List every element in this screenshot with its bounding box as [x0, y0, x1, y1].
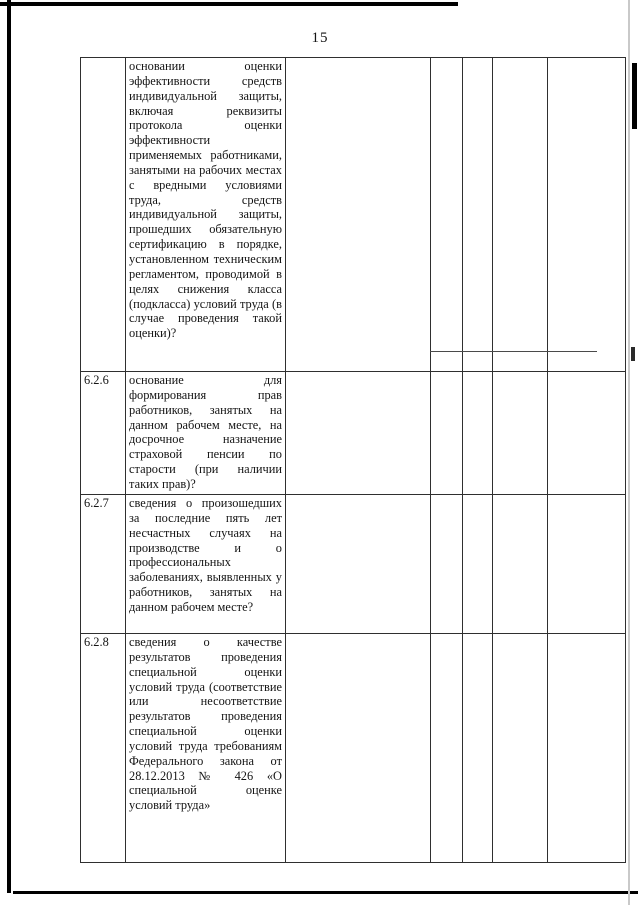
question-text-cell: основание для формирования прав работников, занятых на данном рабочем месте, на досрочное назначение страховой пенсии по старости (при наличии таких прав)? [126, 372, 286, 495]
question-text-cell: сведения о качестве результатов проведения специальной оценки условий труда (соответствие или несоответствие результатов проведения специальной оценки условий труда требованиям Федерального закона от 28.12.2013 № 426 «О специальной оценке условий труда» [126, 634, 286, 863]
empty-cell [286, 634, 431, 863]
scan-artifact-row-tick [430, 351, 597, 352]
scan-artifact-bottom-edge [13, 891, 638, 894]
empty-cell [548, 495, 626, 634]
row-number-cell: 6.2.7 [81, 495, 126, 634]
row-number-cell: 6.2.6 [81, 372, 126, 495]
row-number-cell [81, 58, 126, 372]
table-row [81, 495, 626, 634]
table-row [81, 634, 626, 863]
table-row [81, 58, 626, 372]
scan-artifact-top-edge [0, 2, 458, 6]
page-number: 15 [311, 30, 329, 46]
scan-artifact-right-edge [628, 0, 630, 905]
empty-cell [548, 372, 626, 495]
empty-cell [548, 58, 626, 372]
empty-cell [431, 495, 463, 634]
empty-cell [463, 634, 493, 863]
empty-cell [286, 372, 431, 495]
row-number-cell: 6.2.8 [81, 634, 126, 863]
empty-cell [286, 58, 431, 372]
empty-cell [286, 495, 431, 634]
scan-artifact-right-dash [631, 347, 635, 361]
empty-cell [431, 372, 463, 495]
empty-cell [431, 58, 463, 372]
assessment-questions-table [80, 57, 626, 863]
empty-cell [463, 58, 493, 372]
table-row [81, 372, 626, 495]
empty-cell [493, 58, 548, 372]
question-text-cell: сведения о произошедших за последние пять лет несчастных случаях на производстве и о профессиональных заболеваниях, выявленных у работников, занятых на данном рабочем месте? [126, 495, 286, 634]
question-text-cell: основании оценки эффективности средств индивидуальной защиты, включая реквизиты протокола оценки эффективности применяемых работниками, занятыми на рабочих местах с вредными условиями труда, средств индивидуальной защиты, прошедших обязательную сертификацию в порядке, установленном техническим регламентом, проводимой в целях снижения класса (подкласса) условий труда (в случае проведения такой оценки)? [126, 58, 286, 372]
empty-cell [463, 372, 493, 495]
scan-artifact-right-mark [632, 63, 637, 129]
empty-cell [493, 495, 548, 634]
empty-cell [431, 634, 463, 863]
scan-artifact-left-edge [7, 0, 11, 893]
empty-cell [548, 634, 626, 863]
empty-cell [463, 495, 493, 634]
empty-cell [493, 372, 548, 495]
empty-cell [493, 634, 548, 863]
